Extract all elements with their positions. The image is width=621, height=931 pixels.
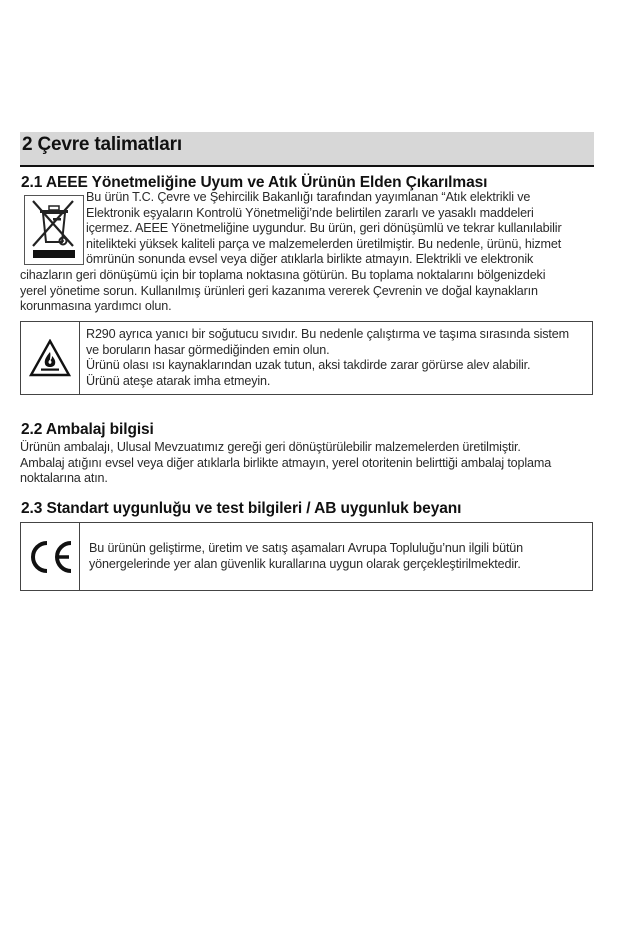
- paragraph-line: Ürünün ambalajı, Ulusal Mevzuatımız gereği geri dönüştürülebilir malzemelerden üretilmiştir.: [20, 440, 521, 454]
- section-title-2-2: 2.2 Ambalaj bilgisi: [21, 421, 154, 438]
- section-title-2-3: 2.3 Standart uygunluğu ve test bilgileri / AB uygunluk beyanı: [21, 500, 462, 517]
- paragraph-line: içermez. AEEE Yönetmeliğine uygundur. Bu ürün, geri dönüşümlü ve tekrar kullanılabilir: [86, 221, 562, 236]
- section-2-2-body: [20, 440, 600, 487]
- notice-line: Bu ürünün geliştirme, üretim ve satış aşamaları Avrupa Topluluğu’nun ilgili bütün: [89, 541, 524, 555]
- chapter-divider: [20, 165, 594, 167]
- section-2-1-body: [20, 190, 595, 315]
- notice-line: ve boruların hasar görmediğinden emin olun.: [86, 342, 330, 357]
- flammable-notice-box: [20, 321, 593, 395]
- paragraph-line: cihazların geri dönüşümü için bir toplama noktasına götürün. Bu toplama noktalarını bölgenizdeki: [20, 267, 546, 282]
- notice-line: yönergelerinde yer alan güvenlik kurallarına uygun olarak gerçekleştirilmektedir.: [89, 556, 521, 571]
- paragraph-line: noktalarına atın.: [20, 471, 108, 486]
- notice-icon-cell: [21, 523, 80, 590]
- flammable-warning-icon: [29, 339, 71, 382]
- chapter-title: 2 Çevre talimatları: [22, 134, 182, 155]
- notice-line: Ürünü olası ısı kaynaklarından uzak tutun, aksi takdirde zarar görürse alev alabilir.: [86, 358, 531, 373]
- paragraph-line: nitelikteki yüksek kaliteli parça ve malzemelerden üretilmiştir. Bu nedenle, ürünü, hizmet: [86, 236, 562, 251]
- notice-line: Ürünü ateşe atarak imha etmeyin.: [86, 373, 271, 388]
- ce-mark-icon: [27, 540, 75, 579]
- paragraph-line: ömrünün sonunda evsel veya diğer atıklarla birlikte atmayın. Elektrikli ve elektronik: [86, 252, 534, 267]
- ce-declaration-box: [20, 522, 593, 591]
- paragraph-line: Bu ürün T.C. Çevre ve Şehircilik Bakanlığı tarafından yayımlanan “Atık elektrikli ve: [86, 190, 531, 204]
- notice-text: [86, 327, 588, 389]
- paragraph-line: Ambalaj atığını evsel veya diğer atıklarla birlikte atmayın, yerel otoritenin belirttiği ambalaj toplama: [20, 455, 552, 470]
- paragraph-line: yerel yönetime sorun. Kullanılmış ürünleri geri kazanıma vererek Çevrenin ve doğal kaynakların: [20, 283, 538, 298]
- notice-text: [89, 541, 588, 572]
- notice-line: R290 ayrıca yanıcı bir soğutucu sıvıdır. Bu nedenle çalıştırma ve taşıma sırasında sistem: [86, 327, 569, 341]
- notice-icon-cell: [21, 322, 80, 394]
- paragraph-line: korunmasına yardımcı olun.: [20, 299, 172, 314]
- section-title-2-1: 2.1 AEEE Yönetmeliğine Uyum ve Atık Ürünün Elden Çıkarılması: [21, 174, 488, 191]
- paragraph-line: Elektronik eşyaların Kontrolü Yönetmeliği’nde belirtilen zararlı ve yasaklı maddeleri: [86, 205, 534, 220]
